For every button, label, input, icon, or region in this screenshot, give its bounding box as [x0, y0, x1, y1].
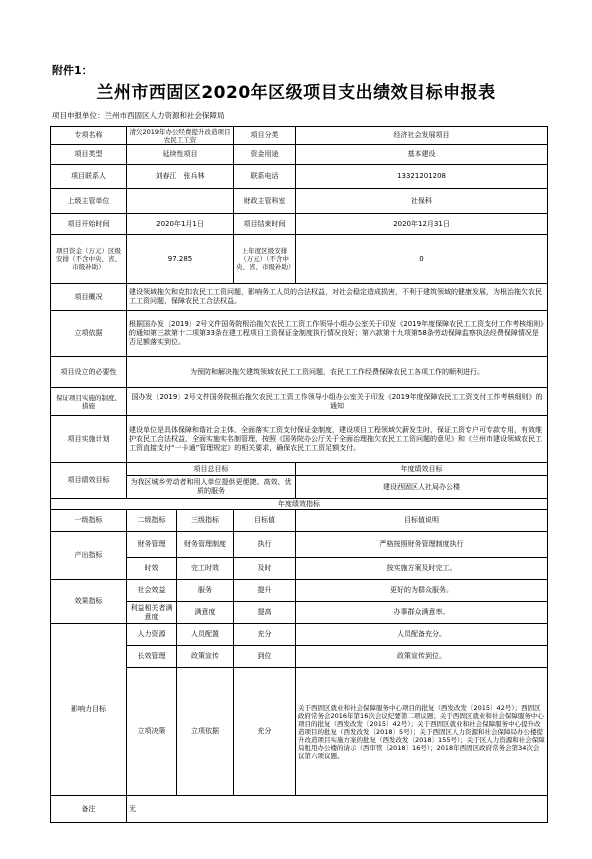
- indicator-l3: 人员配置: [177, 624, 234, 646]
- impact-indicator-label: 影响力目标: [51, 624, 127, 796]
- indicator-target: 到位: [234, 646, 296, 668]
- indicator-l2: 人力资源: [127, 624, 177, 646]
- contact: 刘春江 张兵林: [127, 165, 234, 189]
- superior: [127, 189, 234, 214]
- overview-label: 项目概况: [51, 284, 127, 311]
- indicator-note: 严格按照财务管理制度执行: [296, 532, 548, 558]
- header-target: 目标值: [234, 510, 296, 532]
- overview-text: 建设领域拖欠和克扣农民工工资问题，影响务工人员的合法权益，对社会稳定造成损害，不利于建筑领域的健康发展，为根治拖欠农民工工资问题，保障农民工合法权益。: [127, 284, 548, 311]
- effect-indicator-label: 效果指标: [51, 580, 127, 624]
- indicator-l2: 立项决策: [127, 668, 177, 796]
- indicator-l3: 政策宣传: [177, 646, 234, 668]
- fund-amount: 97.285: [127, 235, 234, 284]
- last-year-label: 上年度区级安排（万元）（不含中央、省、市级补助）: [234, 235, 296, 284]
- page-title: 兰州市西固区2020年区级项目支出绩效目标申报表: [96, 83, 496, 103]
- long-term-label: 项目总目标: [127, 463, 296, 476]
- indicator-target: 提高: [234, 602, 296, 624]
- fund-use: 基本建设: [296, 145, 548, 165]
- project-category-label: 项目分类: [234, 127, 296, 145]
- output-indicator-label: 产出指标: [51, 532, 127, 580]
- phone-label: 联系电话: [234, 165, 296, 189]
- header-level1: 一级指标: [51, 510, 127, 532]
- remark-text: 无: [127, 796, 548, 823]
- indicator-target: 充分: [234, 668, 296, 796]
- fund-use-label: 资金用途: [234, 145, 296, 165]
- end-label: 项目结束时间: [234, 214, 296, 235]
- plan-label: 项目实施计划: [51, 416, 127, 463]
- indicator-target: 及时: [234, 558, 296, 580]
- annual-goal: 建设西固区人社局办公楼: [296, 476, 548, 499]
- last-year-amount: 0: [296, 235, 548, 284]
- indicator-l2: 长效管理: [127, 646, 177, 668]
- indicator-target: 充分: [234, 624, 296, 646]
- basis-label: 立项依据: [51, 311, 127, 357]
- start-label: 项目开始时间: [51, 214, 127, 235]
- guarantee-text: 国办发〔2019〕2号文件国务院根治拖欠农民工工资工作领导小组办公室关于印发《2019年度保障农民工工资支付工作考核细则》的通知: [127, 388, 548, 416]
- indicator-l3: 服务: [177, 580, 234, 602]
- project-category: 经济社会发展项目: [296, 127, 548, 145]
- perf-label: 项目绩效目标: [51, 463, 127, 499]
- indicator-l2: 财务管理: [127, 532, 177, 558]
- project-type-label: 项目类型: [51, 145, 127, 165]
- header-target-note: 目标值说明: [296, 510, 548, 532]
- performance-form-table: [50, 126, 548, 823]
- attachment-label: 附件1：: [52, 64, 93, 77]
- annual-goal-label: 年度绩效目标: [296, 463, 548, 476]
- indicator-l3: 立项依据: [177, 668, 234, 796]
- indicator-target: 执行: [234, 532, 296, 558]
- end-date: 2020年12月31日: [296, 214, 548, 235]
- indicator-note: 政策宣传到位。: [296, 646, 548, 668]
- project-type: 延续性项目: [127, 145, 234, 165]
- indicator-l3: 满意度: [177, 602, 234, 624]
- indicator-note: 人员配备充分。: [296, 624, 548, 646]
- finance-dept: 社保科: [296, 189, 548, 214]
- project-name-label: 专项名称: [51, 127, 127, 145]
- indicator-l3: 财务管理制度: [177, 532, 234, 558]
- indicator-note: 关于西固区就业和社会保障服务中心项目的批复（西发改发〔2015〕42号）；西固区政府常务会2016年第16次会议纪要第二项议题；关于西固区就业和社会保障服务中心项目的批复（西发改发〔2015〕42号）；关于西固区就业和社会保障服务中心提升改造项目的批复（西发改发〔2018〕5号）；关于西固区人力资源和社会保障局办公楼提升改造项目实施方案的批复（西发改发〔2018〕155号）；关于区人力资源和社会保障局租用办公楼的请示（西审管〔2018〕16号）；2018年西固区政府常务会第34次会议第六项议题。: [296, 668, 548, 796]
- indicator-note: 按实施方案及时完工。: [296, 558, 548, 580]
- phone: 13321201208: [296, 165, 548, 189]
- remark-label: 备注: [51, 796, 127, 823]
- finance-dept-label: 财政主管科室: [234, 189, 296, 214]
- guarantee-label: 保证项目实施的制度、措施: [51, 388, 127, 416]
- indicator-note: 更好的为群众服务。: [296, 580, 548, 602]
- basis-text: 根据国办发〔2019〕2号文件国务院根治拖欠农民工工资工作领导小组办公室关于印发《2019年度保障农民工工资支付工作考核细则》的通知第三款第十二项第33条在建工程项目工资保证金制度执行情况良好；第六款第十九项第58条劳动保障监察执法经费保障情况是否足额落实到位。: [127, 311, 548, 357]
- indicator-l2: 社会效益: [127, 580, 177, 602]
- fund-label: 项目资金（万元）区级安排（不含中央、省、市级补助）: [51, 235, 127, 284]
- indicator-l3: 完工时效: [177, 558, 234, 580]
- annual-indicators-label: 年度绩效指标: [51, 499, 548, 510]
- start-date: 2020年1月1日: [127, 214, 234, 235]
- project-name: 清欠2019年办公经费提升改造项目农民工工资: [127, 127, 234, 145]
- applicant-unit: 项目申报单位：兰州市西固区人力资源和社会保障局: [52, 111, 225, 120]
- indicator-l2: 时效: [127, 558, 177, 580]
- header-level3: 三级指标: [177, 510, 234, 532]
- necessity-text: 为预防和解决拖欠建筑领域农民工工资问题，农民工工作经费保障农民工各项工作的顺利进行。: [127, 357, 548, 388]
- superior-label: 上级主管单位: [51, 189, 127, 214]
- plan-text: 建设单位是具体保障和谐社会主体，全面落实工资支付保证金制度，建设项目工程领域欠薪发生时，保证工资专户可专款专用，有效维护农民工合法权益，全面实施实名制管理，按照《国务院办公厅关于全面治理拖欠农民工工资问题的意见》和《兰州市建设领域农民工工资直接支付“一卡通”管理规定》的相关要求，确保农民工工资足额支付。: [127, 416, 548, 463]
- long-term-goal: 为我区城乡劳动者和用人单位提供更便捷、高效、优质的服务: [127, 476, 296, 499]
- necessity-label: 项目设立的必要性: [51, 357, 127, 388]
- indicator-l2: 利益相关者满意度: [127, 602, 177, 624]
- indicator-note: 办事群众满意率。: [296, 602, 548, 624]
- contact-label: 项目联系人: [51, 165, 127, 189]
- indicator-target: 提升: [234, 580, 296, 602]
- header-level2: 二级指标: [127, 510, 177, 532]
